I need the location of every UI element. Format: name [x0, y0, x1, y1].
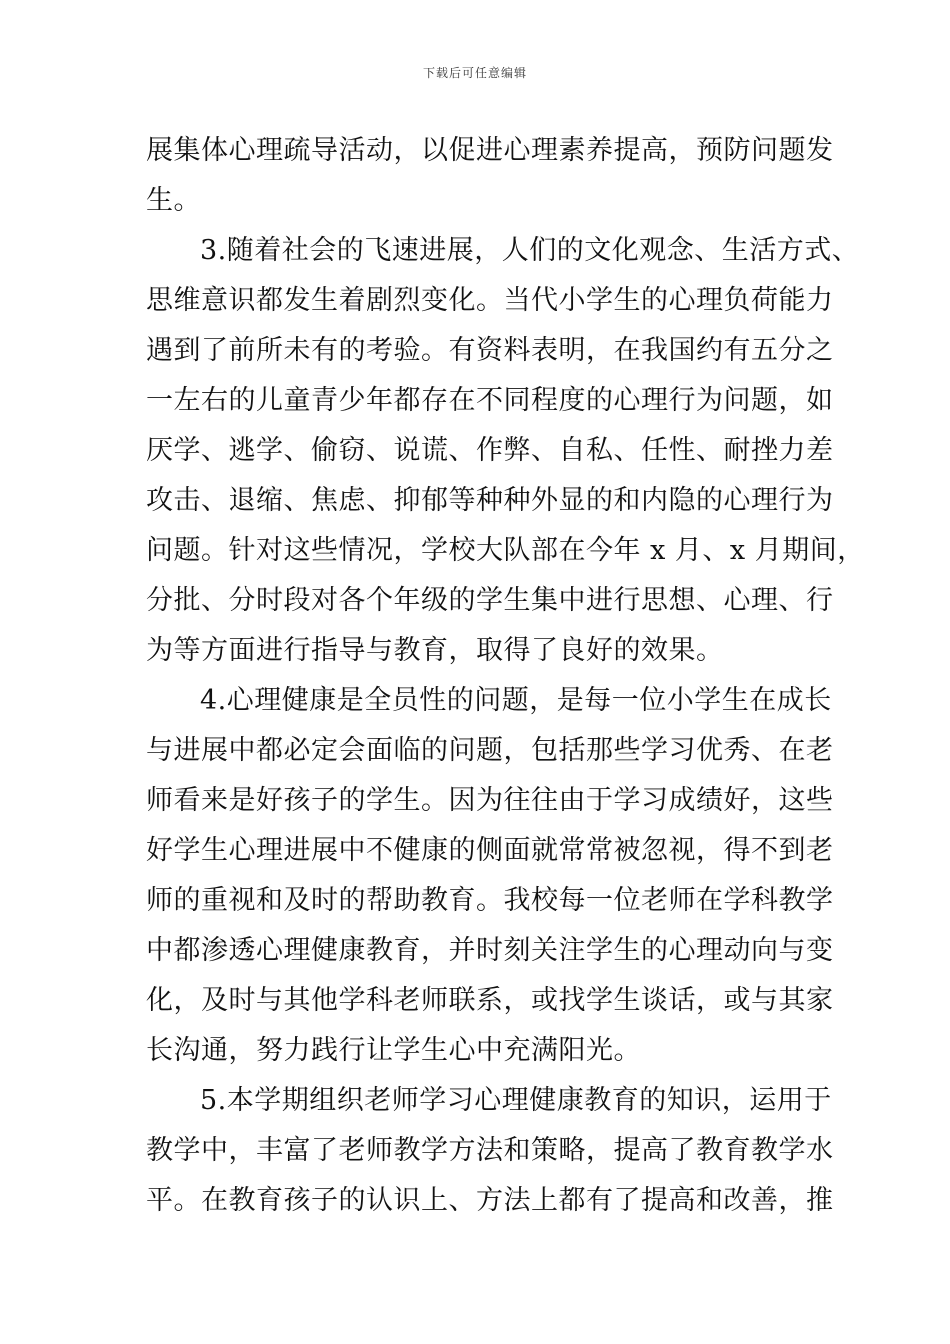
text-line: 攻击、退缩、焦虑、抑郁等种种外显的和内隐的心理行为: [146, 485, 834, 516]
text-line: 遇到了前所未有的考验。有资料表明，在我国约有五分之: [146, 335, 834, 366]
text-line: 中都渗透心理健康教育，并时刻关注学生的心理动向与变: [146, 935, 834, 966]
text-line: 思维意识都发生着剧烈变化。当代小学生的心理负荷能力: [146, 285, 834, 316]
text-line: 问题。针对这些情况，学校大队部在今年 x 月、x 月期间，: [146, 535, 865, 566]
body-text: [146, 126, 865, 1226]
text-line: 展集体心理疏导活动，以促进心理素养提高，预防问题发: [146, 135, 834, 166]
text-line: 好学生心理进展中不健康的侧面就常常被忽视，得不到老: [146, 835, 834, 866]
text-line: 师的重视和及时的帮助教育。我校每一位老师在学科教学: [146, 885, 834, 916]
text-line: 为等方面进行指导与教育，取得了良好的效果。: [146, 635, 724, 666]
text-line: 生。: [146, 185, 201, 216]
text-line: 长沟通，努力践行让学生心中充满阳光。: [146, 1035, 641, 1066]
text-line: 厌学、逃学、偷窃、说谎、作弊、自私、任性、耐挫力差: [146, 435, 834, 466]
paragraph-4-start: 4.心理健康是全员性的问题，是每一位小学生在成长: [200, 685, 832, 716]
paragraph-5-start: 5.本学期组织老师学习心理健康教育的知识，运用于: [200, 1085, 832, 1116]
text-line: 与进展中都必定会面临的问题，包括那些学习优秀、在老: [146, 735, 834, 766]
text-line: 化，及时与其他学科老师联系，或找学生谈话，或与其家: [146, 985, 834, 1016]
text-line: 分批、分时段对各个年级的学生集中进行思想、心理、行: [146, 585, 834, 616]
text-line: 师看来是好孩子的学生。因为往往由于学习成绩好，这些: [146, 785, 834, 816]
text-line: 一左右的儿童青少年都存在不同程度的心理行为问题，如: [146, 385, 834, 416]
paragraph-3-start: 3.随着社会的飞速进展，人们的文化观念、生活方式、: [200, 235, 860, 266]
text-line: 教学中，丰富了老师教学方法和策略，提高了教育教学水: [146, 1135, 834, 1166]
page-header: 下载后可任意编辑: [422, 66, 527, 80]
text-line: 平。在教育孩子的认识上、方法上都有了提高和改善，推: [146, 1185, 834, 1216]
